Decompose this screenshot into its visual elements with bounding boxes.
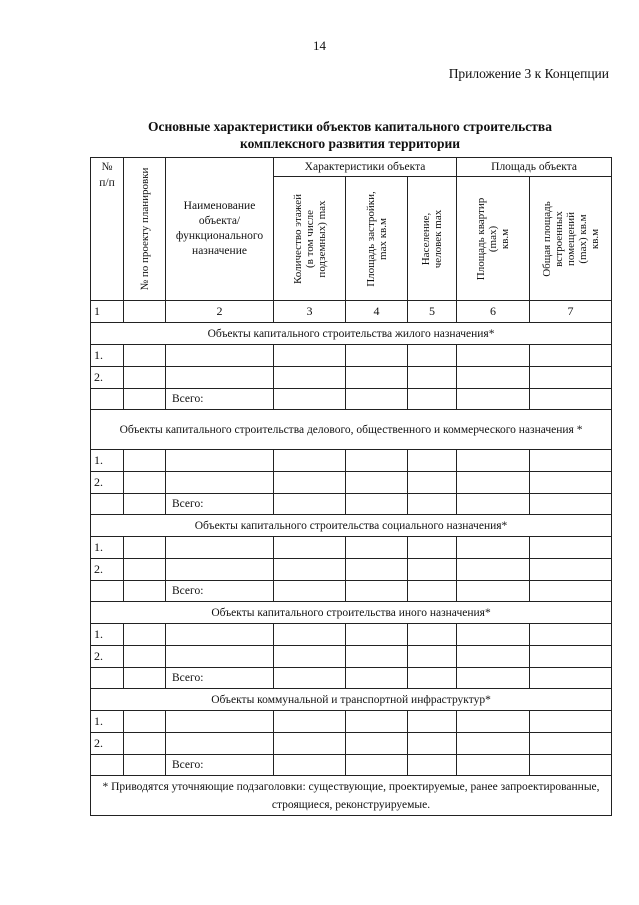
table-cell <box>274 624 346 646</box>
table-cell <box>408 389 457 410</box>
table-cell <box>346 624 408 646</box>
header-population-cell <box>408 177 457 301</box>
table-row <box>91 367 612 389</box>
table-cell <box>274 646 346 668</box>
row-number: 2. <box>91 733 124 755</box>
total-label: Всего: <box>166 389 274 410</box>
table-cell <box>91 494 124 515</box>
table-cell <box>457 472 530 494</box>
table-cell <box>530 559 612 581</box>
table-cell <box>346 389 408 410</box>
table-cell <box>408 711 457 733</box>
table-cell <box>530 646 612 668</box>
table-cell <box>408 581 457 602</box>
column-number-5: 5 <box>408 301 457 323</box>
table-cell <box>530 668 612 689</box>
header-no-cell <box>91 158 124 301</box>
header-builtin-area <box>541 201 601 277</box>
table-cell <box>530 389 612 410</box>
table-cell <box>457 733 530 755</box>
header-builtin-area-line-1: Общая площадь <box>540 200 553 277</box>
section-title: Объекты коммунальной и транспортной инфраструктур* <box>91 689 612 711</box>
table-cell <box>91 755 124 776</box>
table-row <box>91 733 612 755</box>
table-cell <box>346 581 408 602</box>
table-cell <box>530 537 612 559</box>
header-builtin-area-cell <box>530 177 612 301</box>
header-building-area-line-1: Площадь застройки, <box>364 190 377 287</box>
table-cell <box>530 345 612 367</box>
header-floors <box>292 193 328 283</box>
table-cell <box>530 755 612 776</box>
table-cell <box>274 668 346 689</box>
header-floors-line-3: подземных) max <box>315 199 328 278</box>
header-apartments-area-line-1: Площадь квартир <box>475 197 488 280</box>
table-cell <box>124 668 166 689</box>
table-cell <box>166 450 274 472</box>
table-cell <box>274 581 346 602</box>
table-row <box>91 472 612 494</box>
header-builtin-area-line-5: кв.м <box>588 228 601 249</box>
header-apartments-area <box>475 197 511 279</box>
header-group-characteristics: Характеристики объекта <box>274 158 457 177</box>
table-cell <box>457 624 530 646</box>
header-name-line-4: назначение <box>192 245 247 257</box>
table-cell <box>408 755 457 776</box>
section-title-row <box>91 689 612 711</box>
table-cell <box>91 389 124 410</box>
table-cell <box>166 345 274 367</box>
table-cell <box>457 450 530 472</box>
table-cell <box>346 450 408 472</box>
header-project-no-cell <box>124 158 166 301</box>
table-cell <box>346 646 408 668</box>
table-cell <box>457 367 530 389</box>
table-cell <box>408 646 457 668</box>
table-cell <box>124 345 166 367</box>
footnote-row <box>91 776 612 816</box>
total-row <box>91 494 612 515</box>
row-number: 2. <box>91 472 124 494</box>
total-row <box>91 581 612 602</box>
table-cell <box>457 537 530 559</box>
total-label: Всего: <box>166 494 274 515</box>
column-numbers-row <box>91 301 612 323</box>
section-title-row <box>91 323 612 345</box>
table-cell <box>166 646 274 668</box>
table-cell <box>91 668 124 689</box>
row-number: 1. <box>91 450 124 472</box>
section-title-row <box>91 515 612 537</box>
table-row <box>91 646 612 668</box>
title-line-1: Основные характеристики объектов капитального строительства <box>148 119 552 134</box>
table-cell <box>274 711 346 733</box>
table-row <box>91 450 612 472</box>
table-cell <box>457 494 530 515</box>
table-cell <box>346 472 408 494</box>
page-number: 14 <box>313 38 326 53</box>
appendix-label: Приложение 3 к Концепции <box>448 66 609 81</box>
total-row <box>91 755 612 776</box>
table-cell <box>124 494 166 515</box>
section-title: Объекты капитального строительства социального назначения* <box>91 515 612 537</box>
table-cell <box>274 537 346 559</box>
header-population-line-1: Население, <box>420 212 433 265</box>
table-cell <box>274 755 346 776</box>
table-cell <box>408 450 457 472</box>
table-cell <box>408 472 457 494</box>
table-cell <box>166 733 274 755</box>
table-cell <box>346 711 408 733</box>
section-title: Объекты капитального строительства иного назначения* <box>91 602 612 624</box>
column-number-6: 6 <box>457 301 530 323</box>
total-label: Всего: <box>166 581 274 602</box>
table-cell <box>346 367 408 389</box>
table-cell <box>166 559 274 581</box>
column-number-3: 3 <box>274 301 346 323</box>
table-cell <box>346 668 408 689</box>
section-title-row <box>91 410 612 450</box>
header-name-line-1: Наименование <box>183 200 256 212</box>
table-cell <box>274 389 346 410</box>
characteristics-table <box>90 157 612 816</box>
table-cell <box>457 559 530 581</box>
table-cell <box>124 450 166 472</box>
table-cell <box>124 389 166 410</box>
section-title-row <box>91 602 612 624</box>
row-number: 1. <box>91 711 124 733</box>
header-floors-line-2: (в том числе <box>303 209 316 268</box>
table-cell <box>124 711 166 733</box>
table-cell <box>530 711 612 733</box>
table-cell <box>166 624 274 646</box>
total-row <box>91 668 612 689</box>
table-cell <box>91 581 124 602</box>
header-building-area-line-2: max кв.м <box>376 217 389 260</box>
table-cell <box>124 646 166 668</box>
table-cell <box>530 733 612 755</box>
header-population <box>420 209 444 267</box>
column-number-4: 4 <box>346 301 408 323</box>
table-cell <box>346 345 408 367</box>
table-cell <box>346 559 408 581</box>
total-label: Всего: <box>166 668 274 689</box>
table-cell <box>346 755 408 776</box>
document-title <box>60 118 639 152</box>
table-cell <box>530 472 612 494</box>
table-cell <box>457 755 530 776</box>
table-cell <box>124 733 166 755</box>
table-row <box>91 345 612 367</box>
column-number-blank <box>124 301 166 323</box>
table-cell <box>274 472 346 494</box>
header-floors-line-1: Количество этажей <box>291 193 304 284</box>
column-number-1: 1 <box>91 301 124 323</box>
header-name-line-3: функционального <box>175 230 264 242</box>
header-builtin-area-line-2: встроенных <box>552 210 565 267</box>
footnote: * Приводятся уточняющие подзаголовки: существующие, проектируемые, ранее запроектированные, строящиеся, реконструируемые. <box>91 776 612 816</box>
table-cell <box>346 733 408 755</box>
table-cell <box>346 494 408 515</box>
table-cell <box>124 472 166 494</box>
total-label: Всего: <box>166 755 274 776</box>
table-cell <box>274 494 346 515</box>
table-cell <box>124 537 166 559</box>
header-population-line-2: человек max <box>432 209 445 268</box>
row-number: 1. <box>91 624 124 646</box>
table-cell <box>346 537 408 559</box>
table-cell <box>124 755 166 776</box>
header-no-pp: п/п <box>99 177 115 189</box>
table-cell <box>457 389 530 410</box>
header-apartments-area-line-3: кв.м <box>499 228 512 249</box>
row-number: 2. <box>91 367 124 389</box>
table-cell <box>408 668 457 689</box>
row-number: 2. <box>91 646 124 668</box>
column-number-7: 7 <box>530 301 612 323</box>
header-floors-cell <box>274 177 346 301</box>
table-cell <box>124 559 166 581</box>
table-cell <box>166 711 274 733</box>
header-building-area <box>365 191 389 287</box>
header-builtin-area-line-3: помещений <box>564 211 577 266</box>
table-cell <box>530 367 612 389</box>
table-cell <box>408 367 457 389</box>
table-cell <box>124 581 166 602</box>
title-line-2: комплексного развития территории <box>239 136 461 151</box>
table-cell <box>408 733 457 755</box>
row-number: 1. <box>91 345 124 367</box>
table-cell <box>274 367 346 389</box>
table-row <box>91 559 612 581</box>
table-cell <box>408 345 457 367</box>
table-cell <box>457 668 530 689</box>
row-number: 2. <box>91 559 124 581</box>
table-cell <box>124 367 166 389</box>
table-cell <box>408 559 457 581</box>
table-cell <box>457 711 530 733</box>
table-cell <box>274 345 346 367</box>
table-cell <box>457 581 530 602</box>
table-cell <box>274 450 346 472</box>
table-cell <box>408 494 457 515</box>
header-building-area-cell <box>346 177 408 301</box>
table-cell <box>457 345 530 367</box>
table-cell <box>166 367 274 389</box>
table-cell <box>408 624 457 646</box>
table-cell <box>166 537 274 559</box>
table-cell <box>408 537 457 559</box>
header-group-area: Площадь объекта <box>457 158 612 177</box>
table-row <box>91 711 612 733</box>
table-cell <box>457 646 530 668</box>
table-cell <box>124 624 166 646</box>
header-builtin-area-line-4: (max) кв.м <box>576 213 589 264</box>
header-project-no: № по проекту планировки <box>138 167 151 291</box>
total-row <box>91 389 612 410</box>
table-cell <box>274 559 346 581</box>
table-row <box>91 624 612 646</box>
header-apartments-area-line-2: (max) <box>487 225 500 252</box>
table-cell <box>274 733 346 755</box>
table-cell <box>530 494 612 515</box>
table-row <box>91 537 612 559</box>
section-title: Объекты капитального строительства делового, общественного и коммерческого назначения * <box>91 410 612 450</box>
section-title: Объекты капитального строительства жилого назначения* <box>91 323 612 345</box>
table-cell <box>530 450 612 472</box>
table-cell <box>530 581 612 602</box>
header-no-symbol: № <box>101 161 113 173</box>
header-name-cell <box>166 158 274 301</box>
header-apartments-area-cell <box>457 177 530 301</box>
table-cell <box>166 472 274 494</box>
column-number-2: 2 <box>166 301 274 323</box>
row-number: 1. <box>91 537 124 559</box>
table-cell <box>530 624 612 646</box>
header-name-line-2: объекта/ <box>198 215 241 227</box>
